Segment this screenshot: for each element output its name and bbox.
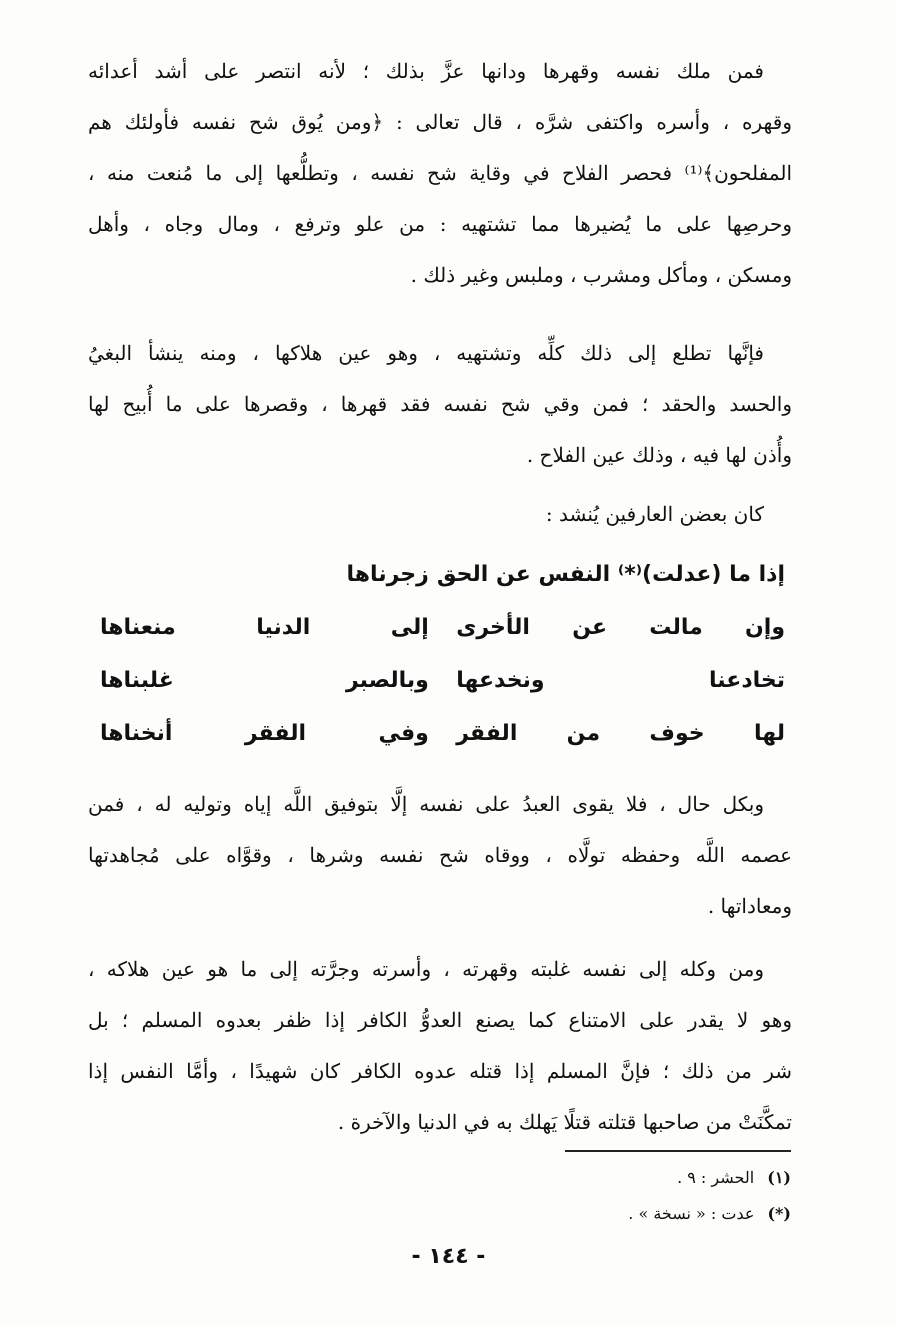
poem-hemistich-second: زجرناها <box>346 562 429 587</box>
poem-verse <box>100 654 785 707</box>
footnotes <box>300 1160 791 1232</box>
footnote <box>300 1160 791 1196</box>
paragraph-3 <box>88 779 792 932</box>
paragraph-1 <box>88 46 792 301</box>
text-line: وحرصِها على ما يُضيرها مما تشتهيه : من علو وترفع ، ومال وجاه ، وأهل <box>88 212 792 236</box>
footnote-divider <box>565 1150 791 1152</box>
text-line: وهو لا يقدر على الامتناع كما يصنع العدوُّ الكافر إذا ظفر بعدوه المسلم ؛ بل <box>88 1008 792 1032</box>
text-line: تمكَّنَتْ من صاحبها قتلته قتلًا يَهلك به في الدنيا والآخرة . <box>337 1110 792 1134</box>
text-line: فإنَّها تطلع إلى ذلك كلِّه وتشتهيه ، وهو عين هلاكها ، ومنه ينشأ البغيُ <box>88 341 764 365</box>
poem <box>100 548 785 760</box>
text-line: عصمه اللَّه وحفظه تولَّاه ، ووقاه شح نفسه وشرها ، وقوَّاه على مُجاهدتها <box>88 843 792 867</box>
poem-verse <box>100 548 785 601</box>
poem-verse <box>100 707 785 760</box>
poem-verse <box>100 601 785 654</box>
poem-hemistich-second: وفي الفقر أنخناها <box>100 721 429 746</box>
poem-hemistich-first: لها خوف من الفقر <box>456 721 785 746</box>
poem-intro <box>88 489 792 540</box>
footnote-text: الحشر : ٩ . <box>677 1168 755 1187</box>
text-line: المفلحون﴾⁽¹⁾ فحصر الفلاح في وقاية شح نفسه ، وتطلُّعها إلى ما مُنعت منه ، <box>88 161 792 185</box>
paragraph-4 <box>88 944 792 1148</box>
footnote <box>300 1196 791 1232</box>
poem-hemistich-second: إلى الدنيا منعناها <box>100 615 429 640</box>
page-number: - ١٤٤ - <box>411 1244 486 1269</box>
poem-hemistich-first: إذا ما (عدلت)⁽*⁾ النفس عن الحق <box>436 562 785 587</box>
paragraph-2 <box>88 328 792 481</box>
text-line: وقهره ، وأسره واكتفى شرَّه ، قال تعالى : ﴿ومن يُوق شح نفسه فأولئك هم <box>88 110 792 134</box>
footnote-mark: (١) <box>767 1168 791 1187</box>
poem-hemistich-first: تخادعنا ونخدعها <box>456 668 785 693</box>
text-line: ومسكن ، ومأكل ومشرب ، وملبس وغير ذلك . <box>410 263 792 287</box>
text-line: شر من ذلك ؛ فإنَّ المسلم إذا قتله عدوه الكافر كان شهيدًا ، وأمَّا النفس إذا <box>88 1059 792 1083</box>
text-line: وبكل حال ، فلا يقوى العبدُ على نفسه إلَّا بتوفيق اللَّه إياه وتوليه له ، فمن <box>88 792 765 816</box>
text-line: كان بعضن العارفين يُنشد : <box>545 502 764 526</box>
poem-hemistich-first: وإن مالت عن الأخرى <box>456 615 785 640</box>
poem-hemistich-second: وبالصبر غلبناها <box>100 668 429 693</box>
text-line: ومعاداتها . <box>707 894 792 918</box>
footnote-mark: (*) <box>767 1204 791 1223</box>
text-line: وأُذن لها فيه ، وذلك عين الفلاح . <box>526 443 792 467</box>
footnote-text: عدت : « نسخة » . <box>628 1204 755 1223</box>
text-line: والحسد والحقد ؛ فمن وقي شح نفسه فقد قهرها ، وقصرها على ما أُبيح لها <box>88 392 792 416</box>
text-line: فمن ملك نفسه وقهرها ودانها عزَّ بذلك ؛ لأنه انتصر على أشد أعدائه <box>88 59 764 83</box>
text-line: ومن وكله إلى نفسه غلبته وقهرته ، وأسرته وجرَّته إلى ما هو عين هلاكه ، <box>88 957 764 981</box>
